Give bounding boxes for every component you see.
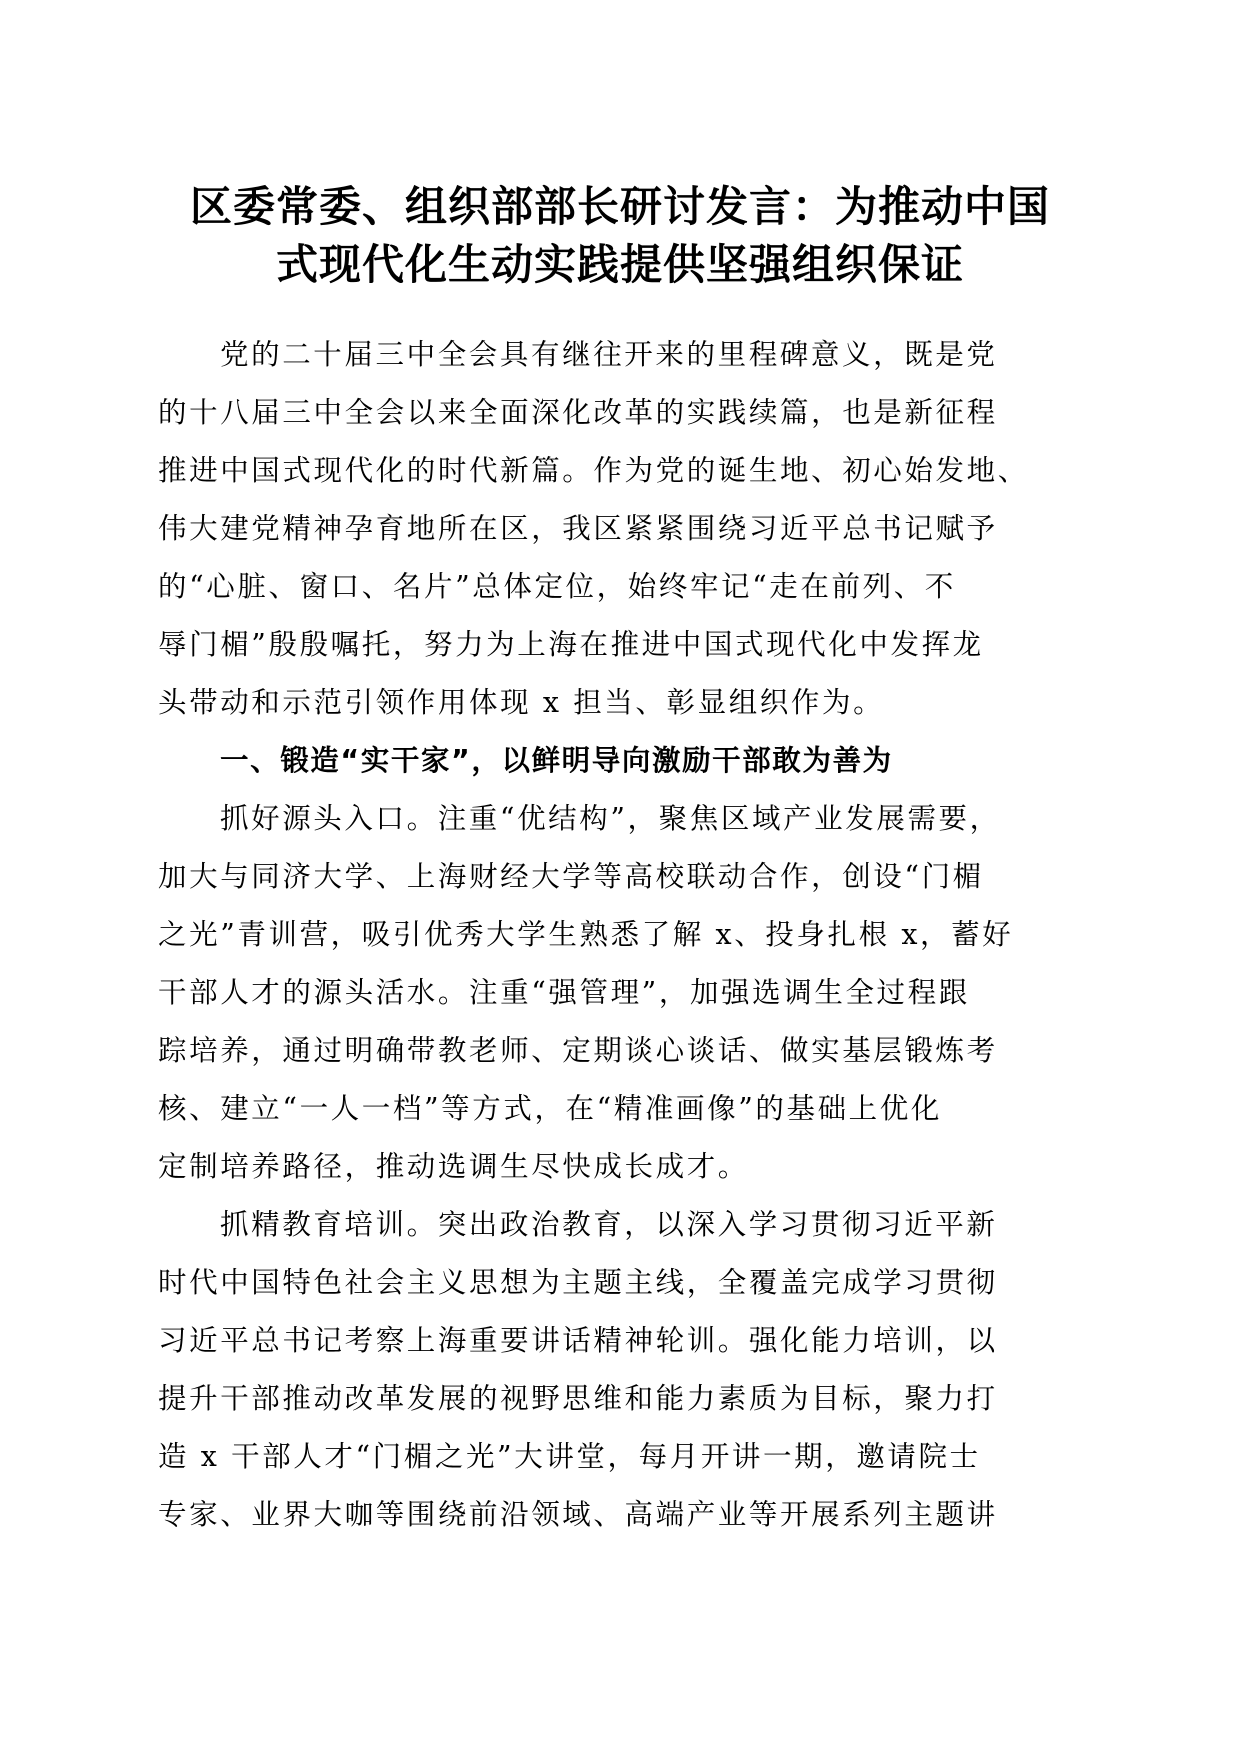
title-line: 区委常委、组织部部长研讨发言：为推动中国 (189, 182, 1050, 231)
text-line: 干部人才的源头活水。注重“强管理”，加强选调生全过程跟 (158, 976, 970, 1009)
document-title (150, 178, 1090, 294)
text-line: 踪培养，通过明确带教老师、定期谈心谈话、做实基层锻炼考 (158, 1034, 998, 1067)
intro-paragraph (158, 326, 1088, 732)
text-line: 造 x 干部人才“门楣之光”大讲堂，每月开讲一期，邀请院士 (158, 1440, 981, 1473)
text-line: 专家、业界大咖等围绕前沿领域、高端产业等开展系列主题讲 (158, 1498, 998, 1531)
text-line: 抓好源头入口。注重“优结构”，聚焦区域产业发展需要， (220, 802, 1001, 835)
text-line: 推进中国式现代化的时代新篇。作为党的诞生地、初心始发地、 (158, 454, 1029, 487)
text-line: 核、建立“一人一档”等方式，在“精准画像”的基础上优化 (158, 1092, 942, 1125)
document-body (158, 326, 1088, 1544)
text-line: 党的二十届三中全会具有继往开来的里程碑意义，既是党 (220, 338, 998, 371)
body-paragraph (158, 1196, 1088, 1544)
text-line: 提升干部推动改革发展的视野思维和能力素质为目标，聚力打 (158, 1382, 998, 1415)
text-line: 的“心脏、窗口、名片”总体定位，始终牢记“走在前列、不 (158, 570, 956, 603)
text-line: 习近平总书记考察上海重要讲话精神轮训。强化能力培训，以 (158, 1324, 998, 1357)
text-line: 辱门楣”殷殷嘱托，努力为上海在推进中国式现代化中发挥龙 (158, 628, 984, 661)
text-line: 时代中国特色社会主义思想为主题主线，全覆盖完成学习贯彻 (158, 1266, 998, 1299)
text-line: 头带动和示范引领作用体现 x 担当、彰显组织作为。 (158, 686, 885, 719)
section-heading-text: 一、锻造“实干家”，以鲜明导向激励干部敢为善为 (220, 744, 893, 777)
text-line: 抓精教育培训。突出政治教育，以深入学习贯彻习近平新 (220, 1208, 998, 1241)
text-line: 之光”青训营，吸引优秀大学生熟悉了解 x、投身扎根 x，蓄好 (158, 918, 1014, 951)
title-line: 式现代化生动实践提供坚强组织保证 (275, 240, 964, 289)
body-paragraph (158, 790, 1088, 1196)
text-line: 加大与同济大学、上海财经大学等高校联动合作，创设“门楣 (158, 860, 984, 893)
text-line: 的十八届三中全会以来全面深化改革的实践续篇，也是新征程 (158, 396, 998, 429)
section-heading (158, 732, 1088, 790)
text-line: 伟大建党精神孕育地所在区，我区紧紧围绕习近平总书记赋予 (158, 512, 998, 545)
text-line: 定制培养路径，推动选调生尽快成长成才。 (158, 1150, 749, 1183)
